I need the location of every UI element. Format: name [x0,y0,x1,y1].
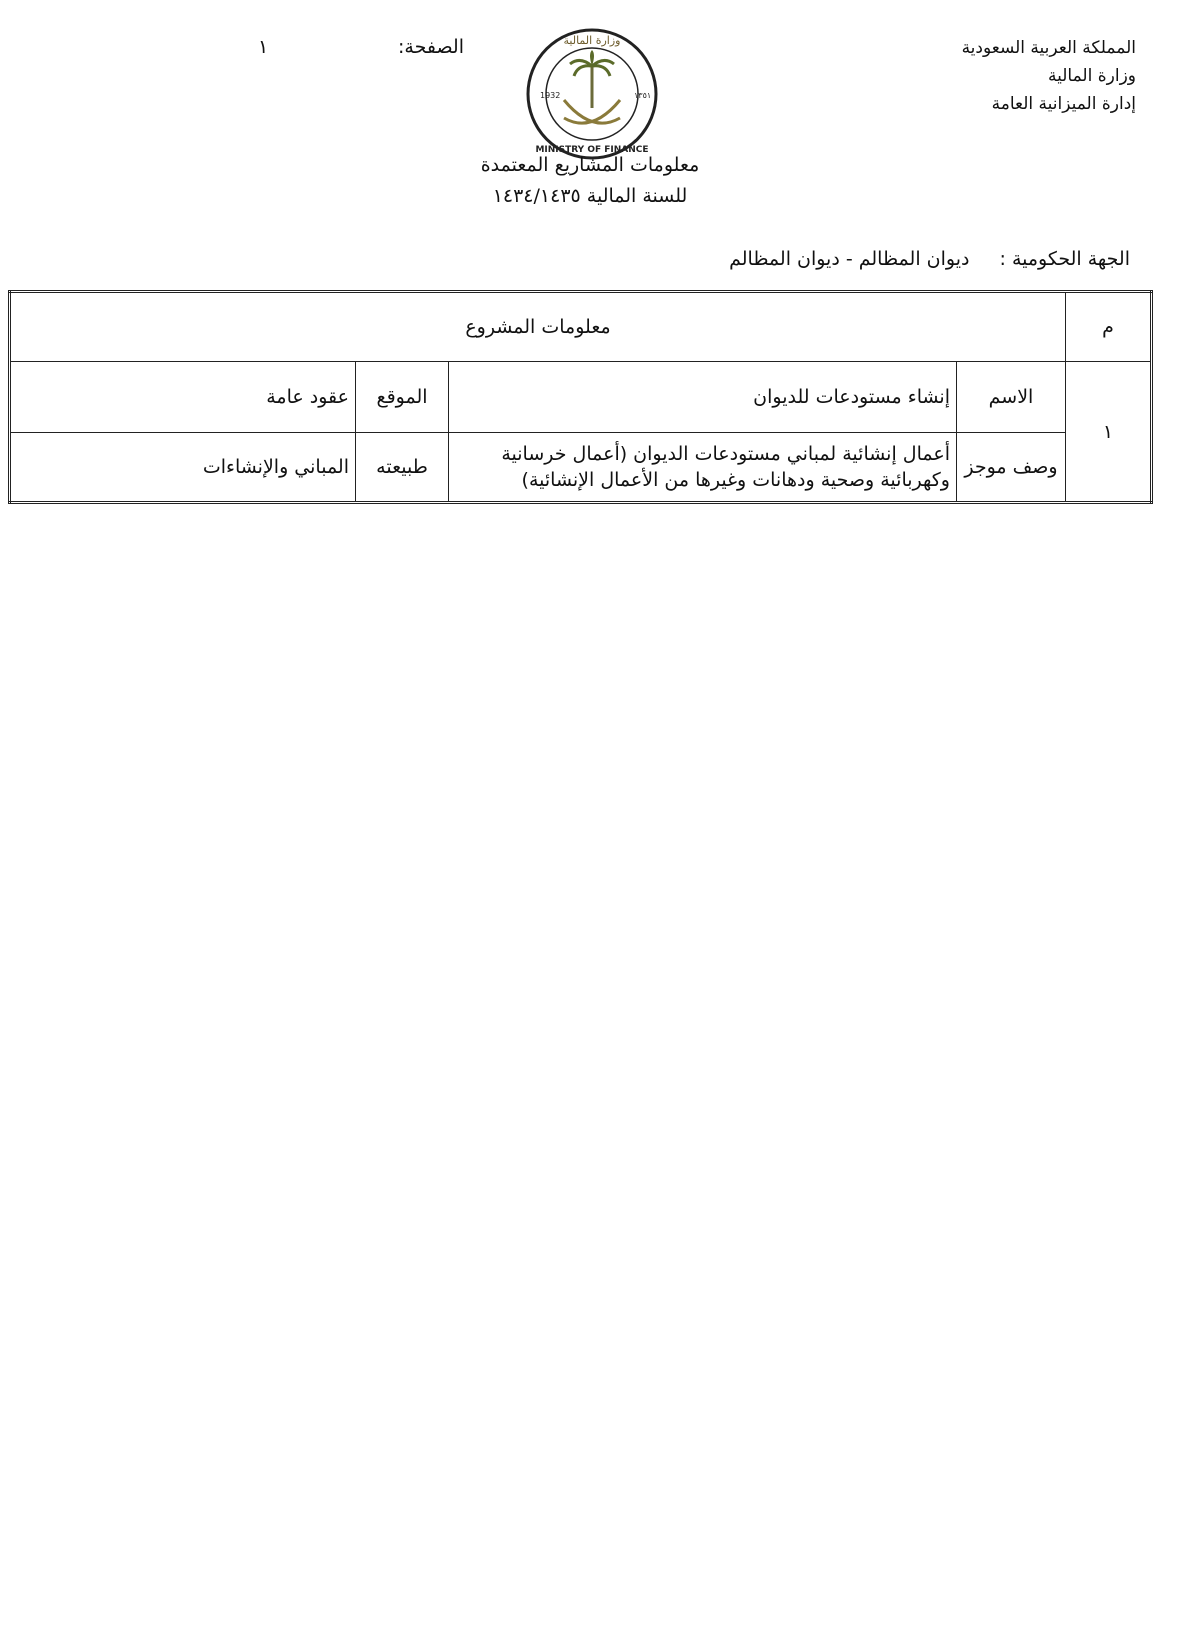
page-label: الصفحة: [397,36,464,58]
location-value: عقود عامة [10,362,356,432]
seal-top-text: وزارة المالية [563,34,621,47]
name-label: الاسم [957,362,1066,432]
nature-value: المباني والإنشاءات [10,432,356,502]
header-block [962,34,1136,118]
agency-label: الجهة الحكومية : [999,248,1130,270]
project-table [8,290,1153,504]
agency-value: ديوان المظالم - ديوان المظالم [729,248,970,270]
department-name: إدارة الميزانية العامة [991,94,1136,114]
page-number: ١ [258,36,269,58]
seal-year-left: 1932 [540,91,561,100]
table-header-row [10,292,1152,362]
ministry-seal-logo [524,26,660,162]
country-name: المملكة العربية السعودية [961,38,1136,58]
nature-label: طبيعته [356,432,449,502]
column-header-project-info: معلومات المشروع [10,292,1066,362]
description-label: وصف موجز [957,432,1066,502]
name-value: إنشاء مستودعات للديوان [449,362,957,432]
seal-bottom-text: MINISTRY OF FINANCE [535,145,649,155]
agency-line [729,248,1130,270]
fiscal-year-title: للسنة المالية ١٤٣٤/١٤٣٥ [492,185,688,207]
column-header-number: م [1066,292,1152,362]
description-value: أعمال إنشائية لمباني مستودعات الديوان (أعمال خرسانية وكهربائية وصحية ودهانات وغيرها من الأعمال الإنشائية) [449,432,957,502]
document-title: معلومات المشاريع المعتمدة [480,154,700,176]
row-number: ١ [1066,362,1152,503]
seal-year-right: ١٣٥١ [634,91,652,100]
table-row [10,362,1152,432]
location-label: الموقع [356,362,449,432]
table-row [10,432,1152,502]
ministry-name: وزارة المالية [1048,66,1136,86]
